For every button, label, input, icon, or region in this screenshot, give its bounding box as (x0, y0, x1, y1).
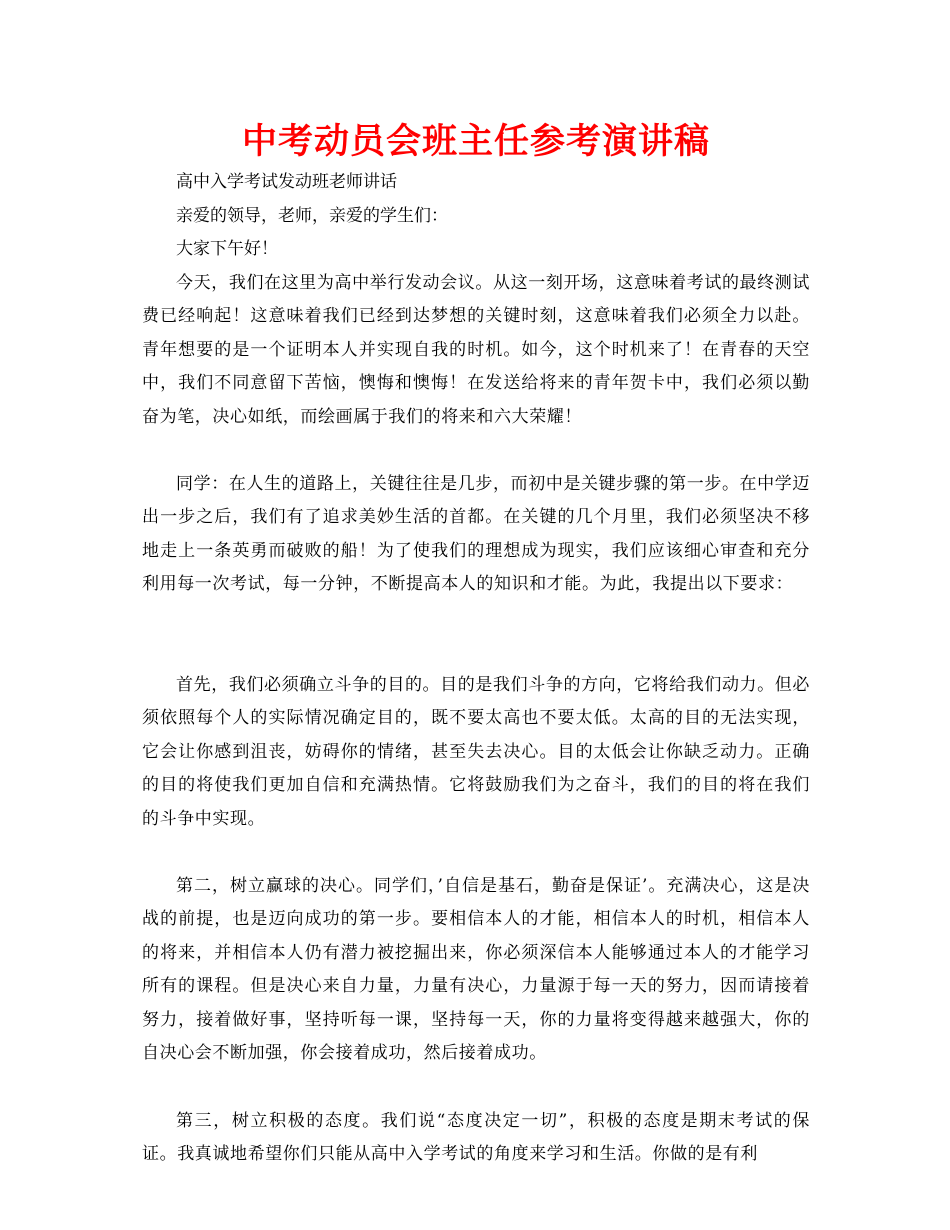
paragraph-greeting: 大家下午好！ (176, 239, 278, 259)
paragraph-subtitle: 高中入学考试发动班老师讲话 (176, 172, 397, 192)
paragraph-second-point: 第二，树立赢球的决心。同学们，’自信是基石，勤奋是保证’。充满决心，这是决战的前提，也是迈向成功的第一步。要相信本人的才能，相信本人的时机，相信本人的将来，并相信本人仍有潜力被挖掘出来，你必须深信本人能够通过本人的才能学习所有的课程。但是决心来自力量，力量有决心，力量源于每一天的努力，因而请接着努力，接着做好事，坚持听每一课，坚持每一天，你的力量将变得越来越强大，你的自决心会不断加强，你会接着成功，然后接着成功。 (142, 875, 810, 1063)
document-page (142, 118, 810, 1173)
paragraph-salutation: 亲爱的领导，老师，亲爱的学生们： (176, 205, 448, 226)
paragraph-first-point: 首先，我们必须确立斗争的目的。目的是我们斗争的方向，它将给我们动力。但必须依照每个人的实际情况确定目的，既不要太高也不要太低。太高的目的无法实现，它会让你感到沮丧，妨碍你的情绪，甚至失去决心。目的太低会让你缺乏动力。正确的目的将使我们更加自信和充满热情。它将鼓励我们为之奋斗，我们的目的将在我们的斗争中实现。 (142, 674, 810, 829)
document-title: 中考动员会班主任参考演讲稿 (241, 122, 710, 162)
paragraph-opening: 今天，我们在这里为高中举行发动会议。从这一刻开场，这意味着考试的最终测试费已经响起！这意味着我们已经到达梦想的关键时刻，这意味着我们必须全力以赴。青年想要的是一个证明本人并实现自我的时机。如今，这个时机来了！在青春的天空中，我们不同意留下苦恼，懊悔和懊悔！在发送给将来的青年贺卡中，我们必须以勤奋为笔，决心如纸，而绘画属于我们的将来和六大荣耀！ (142, 272, 810, 427)
paragraph-classmates: 同学：在人生的道路上，关键往往是几步，而初中是关键步骤的第一步。在中学迈出一步之后，我们有了追求美妙生活的首都。在关键的几个月里，我们必须坚决不移地走上一条英勇而破败的船！为了使我们的理想成为现实，我们应该细心审查和充分利用每一次考试，每一分钟，不断提高本人的知识和才能。为此，我提出以下要求： (142, 473, 810, 594)
paragraph-third-point: 第三，树立积极的态度。我们说“态度决定一切”，积极的态度是期末考试的保证。我真诚地希望你们只能从高中入学考试的角度来学习和生活。你做的是有利 (142, 1110, 810, 1164)
